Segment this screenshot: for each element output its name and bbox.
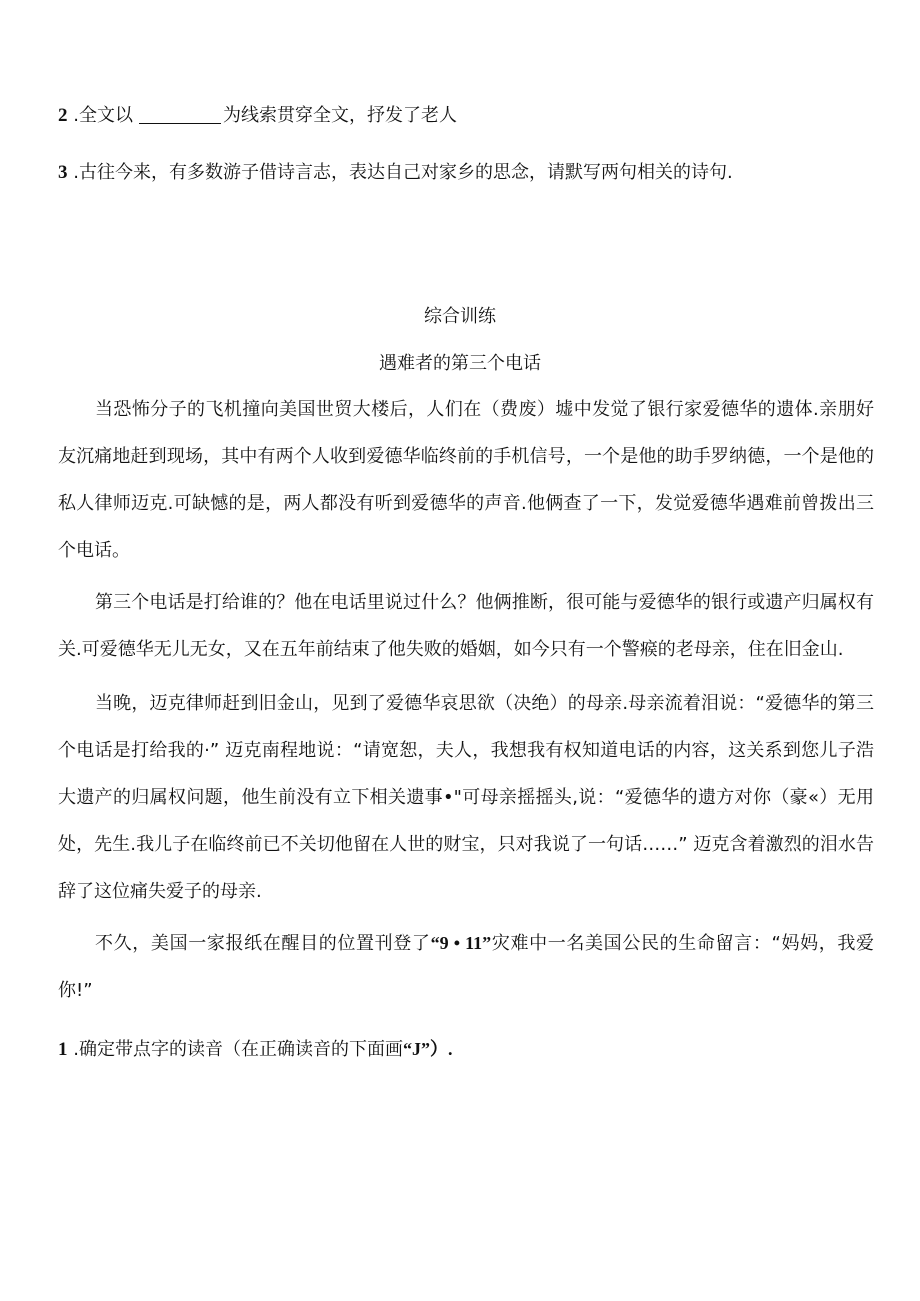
section-title: 综合训练: [424, 306, 496, 327]
question-number: 2: [58, 105, 68, 126]
final-text-after: 灾难中一名美国公民的生命留言：“妈妈，我爱你!”: [58, 933, 875, 1001]
question-text-before: .确定带点字的读音（在正确读音的下面画: [73, 1039, 403, 1060]
date-highlight: “9 • 11”: [430, 933, 492, 953]
article-paragraph: 第三个电话是打给谁的？他在电话里说过什么？他俩推断，很可能与爱德华的银行或遗产归属权有关.可爱德华无儿无女，又在五年前结束了他失败的婚姻，如今只有一个警瘊的老母亲，住在旧金山.: [58, 592, 874, 660]
question-text-suffix: 为线索贯穿全文，抒发了老人: [222, 105, 457, 126]
question-1: [58, 1037, 452, 1062]
question-3: [58, 161, 733, 185]
question-text-after: ）.: [429, 1039, 453, 1059]
article-paragraph-final: [58, 920, 874, 1014]
question-number: 3: [58, 162, 68, 183]
question-number: 1: [58, 1039, 68, 1060]
answer-blank[interactable]: [139, 105, 221, 124]
question-2: [58, 104, 457, 128]
final-text-before: 不久，美国一家报纸在醒目的位置刊登了: [95, 933, 431, 954]
question-text: .古往今来，有多数游子借诗言志，表达自己对家乡的思念，请默写两句相关的诗句.: [73, 162, 733, 183]
article-paragraph: 当恐怖分子的飞机撞向美国世贸大楼后，人们在（费废）墟中发觉了银行家爱德华的遗体.亲朋好友沉痛地赶到现场，其中有两个人收到爱德华临终前的手机信号，一个是他的助手罗纳德，一个是他的私人律师迈克.可缺憾的是，两人都没有听到爱德华的声音.他俩查了一下，发觉爱德华遇难前曾拨出三个电话。: [58, 399, 874, 561]
check-mark-symbol: “J”: [402, 1039, 430, 1059]
article-title: 遇难者的第三个电话: [379, 353, 541, 374]
article-paragraph: 当晚，迈克律师赶到旧金山，见到了爱德华哀思欲（决绝）的母亲.母亲流着泪说：“爱德华的第三个电话是打给我的·” 迈克南程地说：“请宽恕，夫人，我想我有权知道电话的内容，这关系到您儿子浩大遗产的归属权问题，他生前没有立下相关遗事•"可母亲摇摇头,说：“爱德华的遗方对你（豪«）无用处，先生.我儿子在临终前已不关切他留在人世的财宝，只对我说了一句话……” 迈克含着激烈的泪水告辞了这位痛失爱子的母亲.: [58, 693, 874, 902]
question-text-prefix: .全文以: [73, 105, 133, 126]
